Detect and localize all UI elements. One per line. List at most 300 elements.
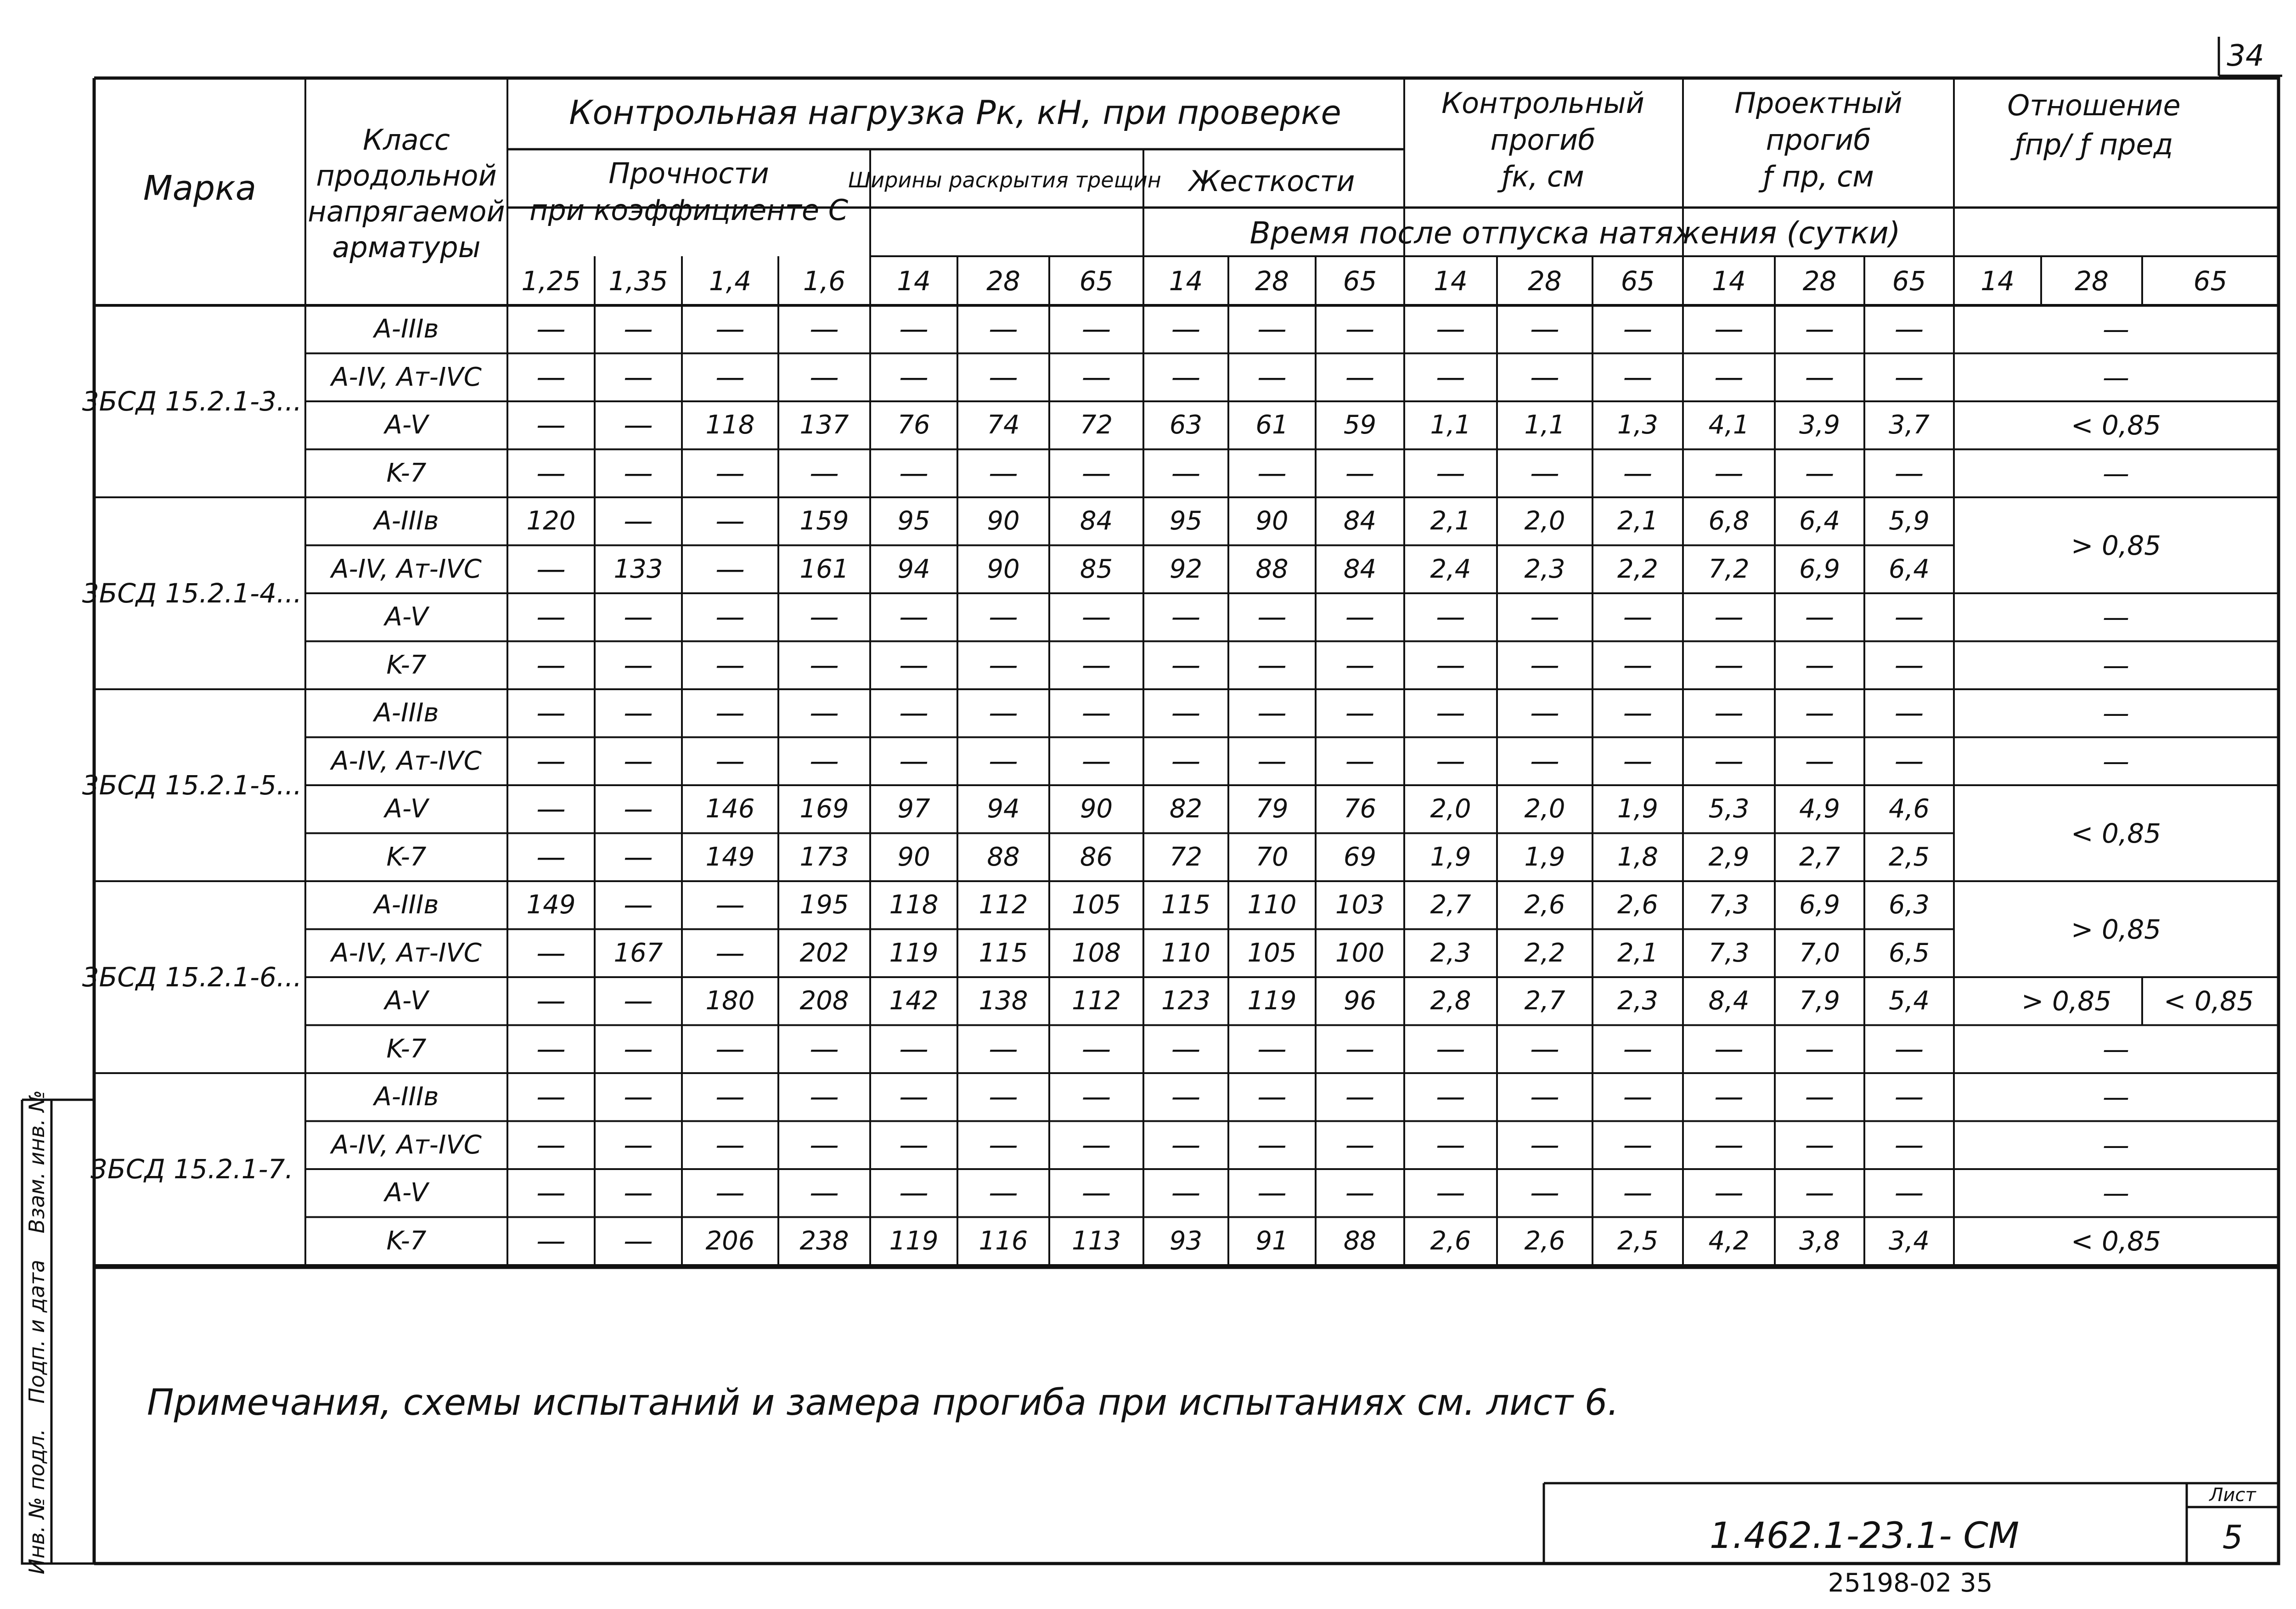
table-cell: 7,0 [1799, 938, 1840, 968]
table-cell: 3,9 [1799, 410, 1840, 440]
table-cell: 86 [1080, 842, 1113, 872]
table-cell: 6,4 [1888, 554, 1930, 584]
table-cell: — [1714, 600, 1744, 635]
table-cell: 2,2 [1617, 554, 1659, 584]
table-cell: — [715, 1080, 745, 1114]
table-cell: 90 [987, 506, 1020, 536]
table-cell: — [1436, 360, 1465, 394]
table-cell: 2,3 [1430, 938, 1471, 968]
table-cell: — [989, 456, 1018, 490]
table-cell: — [536, 936, 566, 970]
class-cell: A-V [384, 794, 428, 824]
document-code: 1.462.1-23.1- СМ [1709, 1515, 2020, 1557]
table-cell: — [1345, 456, 1375, 490]
header-class-line: напрягаемой [308, 195, 505, 228]
class-cell: A-IV, Aт-IVC [331, 1130, 482, 1160]
table-cell: 112 [979, 890, 1028, 920]
header-control-deflection: ƒк, см [1502, 160, 1584, 193]
table-cell: 167 [613, 938, 663, 968]
header-subcol: 1,6 [803, 265, 846, 297]
table-cell: — [810, 360, 839, 394]
table-cell: — [1436, 648, 1465, 682]
table-cell: 63 [1169, 410, 1203, 440]
table-cell: — [1623, 648, 1653, 682]
table-cell: 95 [897, 506, 930, 536]
table-cell: 180 [705, 986, 755, 1016]
table-cell: — [1345, 600, 1375, 635]
table-cell: — [536, 1032, 566, 1066]
table-cell: 61 [1255, 410, 1289, 440]
table-cell: — [624, 312, 653, 347]
table-cell: — [989, 1032, 1018, 1066]
table-cell: — [1345, 312, 1375, 347]
table-cell: — [1257, 1176, 1287, 1210]
side-label-signature: Подп. и дата [24, 1260, 49, 1404]
table-cell: — [624, 888, 653, 923]
table-cell: 7,2 [1708, 554, 1750, 584]
table-cell: — [899, 744, 929, 778]
table-cell: — [624, 1224, 653, 1258]
table-cell: — [1894, 1080, 1924, 1114]
table-cell: — [624, 1032, 653, 1066]
table-cell: 91 [1255, 1226, 1289, 1256]
table-cell: — [1623, 696, 1653, 731]
table-cell: 113 [1072, 1226, 1121, 1256]
class-cell: A-IIIв [374, 698, 439, 728]
table-cell: — [1530, 1176, 1559, 1210]
header-control-load: Контрольная нагрузка Рк, кН, при проверке [569, 93, 1341, 132]
table-cell: 59 [1343, 410, 1377, 440]
table-cell: — [715, 600, 745, 635]
table-cell: — [624, 696, 653, 731]
table-cell: — [810, 648, 839, 682]
ratio-cell: — [2103, 361, 2129, 393]
table-cell: — [1345, 1128, 1375, 1162]
table-cell: 112 [1072, 986, 1121, 1016]
table-cell: — [1345, 696, 1375, 731]
table-cell: — [536, 600, 566, 635]
header-control-deflection: прогиб [1490, 123, 1596, 157]
class-cell: A-IIIв [374, 1082, 439, 1112]
table-cell: — [1714, 360, 1744, 394]
ratio-cell: — [2103, 314, 2129, 345]
table-cell: — [1805, 456, 1835, 490]
table-cell: 119 [1247, 986, 1297, 1016]
table-cell: — [1345, 1080, 1375, 1114]
table-cell: 195 [799, 890, 849, 920]
header-class-line: арматуры [332, 231, 481, 264]
table-cell: 116 [979, 1226, 1028, 1256]
sheet-label: Лист [2209, 1485, 2256, 1506]
class-cell: K-7 [386, 842, 427, 872]
table-cell: 2,9 [1708, 842, 1750, 872]
header-subcol: 28 [2075, 265, 2109, 297]
table-cell: — [899, 360, 929, 394]
table-cell: 88 [1343, 1226, 1377, 1256]
table-cell: — [1171, 360, 1201, 394]
header-class-line: продольной [316, 159, 497, 192]
table-cell: 6,5 [1888, 938, 1930, 968]
header-stiffness: Жесткости [1189, 164, 1355, 198]
table-cell: 5,4 [1888, 986, 1930, 1016]
table-cell: — [989, 1128, 1018, 1162]
table-cell: 2,6 [1524, 1226, 1565, 1256]
table-cell: 1,9 [1430, 842, 1471, 872]
table-cell: 120 [526, 506, 576, 536]
table-cell: — [1894, 744, 1924, 778]
table-cell: — [989, 312, 1018, 347]
table-cell: — [989, 1080, 1018, 1114]
table-cell: 149 [705, 842, 755, 872]
table-cell: — [1436, 1080, 1465, 1114]
table-cell: 202 [799, 938, 849, 968]
table-cell: 149 [526, 890, 576, 920]
table-cell: — [1530, 696, 1559, 731]
table-cell: — [715, 1032, 745, 1066]
table-cell: 76 [897, 410, 930, 440]
table-cell: — [1623, 456, 1653, 490]
table-cell: 2,8 [1430, 986, 1471, 1016]
table-cell: — [1805, 648, 1835, 682]
table-cell: 74 [987, 410, 1020, 440]
class-cell: A-IV, Aт-IVC [331, 938, 482, 968]
table-cell: — [1714, 312, 1744, 347]
table-cell: — [1805, 744, 1835, 778]
table-cell: — [1436, 744, 1465, 778]
table-cell: 103 [1335, 890, 1384, 920]
table-cell: 110 [1161, 938, 1210, 968]
ratio-cell: — [2103, 649, 2129, 681]
header-subcol: 28 [1255, 265, 1289, 297]
table-cell: — [1345, 1176, 1375, 1210]
table-cell: 123 [1161, 986, 1210, 1016]
table-cell: — [1623, 1032, 1653, 1066]
table-cell: — [810, 600, 839, 635]
header-design-deflection: прогиб [1766, 123, 1871, 157]
table-cell: — [1081, 600, 1111, 635]
table-cell: 90 [987, 554, 1020, 584]
marka-label: 3БСД 15.2.1-3... [82, 386, 302, 417]
table-cell: — [1805, 1128, 1835, 1162]
ratio-cell: — [2103, 1177, 2129, 1209]
table-cell: 70 [1255, 842, 1289, 872]
header-marka: Марка [143, 169, 257, 208]
table-cell: 6,3 [1888, 890, 1930, 920]
table-cell: — [624, 504, 653, 539]
table-cell: 100 [1335, 938, 1384, 968]
header-subcol: 65 [1343, 265, 1377, 297]
table-cell: 88 [1255, 554, 1289, 584]
table-cell: — [810, 744, 839, 778]
header-subcol: 14 [897, 265, 931, 297]
table-cell: 146 [705, 794, 755, 824]
table-cell: 72 [1080, 410, 1113, 440]
table-cell: — [1530, 1128, 1559, 1162]
table-cell: 79 [1255, 794, 1289, 824]
table-cell: 118 [705, 410, 755, 440]
table-cell: — [810, 456, 839, 490]
ratio-cell: — [2103, 1129, 2129, 1161]
header-subcol: 1,35 [608, 265, 668, 297]
table-cell: — [1623, 1128, 1653, 1162]
class-cell: A-V [384, 1178, 428, 1208]
table-cell: 94 [897, 554, 930, 584]
table-cell: — [1805, 696, 1835, 731]
table-cell: 4,9 [1799, 794, 1840, 824]
class-cell: A-V [384, 986, 428, 1016]
table-cell: — [624, 1128, 653, 1162]
table-cell: — [1436, 1032, 1465, 1066]
table-cell: 4,2 [1708, 1226, 1750, 1256]
table-cell: 2,0 [1524, 506, 1565, 536]
header-class-line: Класс [363, 123, 450, 157]
table-cell: — [1345, 744, 1375, 778]
table-cell: — [1894, 1032, 1924, 1066]
header-subcol: 28 [986, 265, 1020, 297]
table-cell: 92 [1169, 554, 1203, 584]
table-cell: — [624, 984, 653, 1018]
table-cell: — [1081, 744, 1111, 778]
table-cell: 2,6 [1524, 890, 1565, 920]
ratio-cell: — [2103, 1033, 2129, 1065]
table-cell: 6,9 [1799, 554, 1840, 584]
table-cell: — [1171, 600, 1201, 635]
table-cell: — [624, 456, 653, 490]
table-cell: — [536, 1224, 566, 1258]
class-cell: A-V [384, 410, 428, 440]
table-cell: — [1714, 696, 1744, 731]
table-cell: — [624, 1080, 653, 1114]
table-cell: — [1257, 312, 1287, 347]
table-cell: — [1171, 1176, 1201, 1210]
table-cell: — [1257, 648, 1287, 682]
table-cell: 3,7 [1888, 410, 1930, 440]
table-cell: 7,3 [1708, 890, 1750, 920]
table-cell: — [1894, 648, 1924, 682]
class-cell: K-7 [386, 458, 427, 488]
table-cell: — [1714, 1032, 1744, 1066]
table-cell: — [810, 1032, 839, 1066]
table-cell: 108 [1072, 938, 1121, 968]
table-cell: — [536, 312, 566, 347]
table-cell: — [1805, 1176, 1835, 1210]
table-cell: — [989, 600, 1018, 635]
table-cell: — [1530, 456, 1559, 490]
table-cell: 84 [1343, 554, 1377, 584]
header-strength-coef: при коэффициенте С [529, 193, 849, 227]
table-cell: 2,1 [1430, 506, 1471, 536]
table-cell: 238 [799, 1226, 849, 1256]
table-cell: — [1530, 360, 1559, 394]
table-cell: — [1894, 1176, 1924, 1210]
table-cell: 2,3 [1524, 554, 1565, 584]
ratio-cell: — [2103, 1081, 2129, 1113]
table-cell: 4,1 [1708, 410, 1750, 440]
table-cell: — [1894, 456, 1924, 490]
side-label-inventory: Инв. № подл. [24, 1429, 49, 1575]
table-cell: — [624, 1176, 653, 1210]
table-cell: 4,6 [1888, 794, 1930, 824]
ratio-cell: — [2103, 602, 2129, 633]
table-cell: — [1714, 1080, 1744, 1114]
table-cell: — [715, 504, 745, 539]
table-cell: 94 [987, 794, 1020, 824]
table-cell: 1,9 [1617, 794, 1659, 824]
class-cell: K-7 [386, 1034, 427, 1064]
class-cell: A-IIIв [374, 890, 439, 920]
table-cell: — [1171, 648, 1201, 682]
table-cell: — [1894, 696, 1924, 731]
header-subcol: 28 [1802, 265, 1837, 297]
table-cell: — [1257, 744, 1287, 778]
table-cell: 90 [1080, 794, 1113, 824]
header-subcol: 1,25 [521, 265, 581, 297]
ratio-merged-cell: > 0,85 [2071, 913, 2161, 945]
table-cell: 142 [889, 986, 939, 1016]
table-cell: — [1894, 1128, 1924, 1162]
table-cell: — [989, 1176, 1018, 1210]
table-cell: 105 [1072, 890, 1121, 920]
table-cell: 169 [799, 794, 849, 824]
table-cell: — [1623, 312, 1653, 347]
table-cell: 133 [613, 554, 663, 584]
table-cell: — [1623, 1080, 1653, 1114]
table-cell: — [1081, 360, 1111, 394]
table-cell: — [536, 1128, 566, 1162]
header-subcol: 1,4 [709, 265, 752, 297]
table-cell: — [1257, 696, 1287, 731]
table-cell: — [1623, 360, 1653, 394]
table-cell: — [536, 984, 566, 1018]
table-cell: 2,0 [1524, 794, 1565, 824]
header-design-deflection: ƒ пр, см [1763, 160, 1874, 193]
table-cell: — [989, 360, 1018, 394]
table-cell: 138 [979, 986, 1028, 1016]
table-cell: — [1257, 1032, 1287, 1066]
table-cell: — [899, 312, 929, 347]
table-cell: 6,9 [1799, 890, 1840, 920]
table-cell: 3,8 [1799, 1226, 1840, 1256]
header-crack-width: Ширины раскрытия трещин [848, 168, 1161, 192]
table-cell: 2,7 [1799, 842, 1840, 872]
table-cell: — [715, 552, 745, 586]
table-cell: — [1436, 312, 1465, 347]
table-cell: — [715, 1176, 745, 1210]
table-cell: — [1436, 456, 1465, 490]
table-cell: — [1530, 1032, 1559, 1066]
table-cell: — [1257, 1128, 1287, 1162]
table-cell: — [899, 696, 929, 731]
ratio-cell: < 0,85 [2071, 410, 2161, 441]
table-cell: 82 [1169, 794, 1203, 824]
table-cell: — [715, 696, 745, 731]
table-cell: — [715, 744, 745, 778]
table-cell: — [1623, 744, 1653, 778]
table-cell: — [1805, 1032, 1835, 1066]
table-cell: — [715, 312, 745, 347]
header-subcol: 14 [1712, 265, 1746, 297]
table-cell: 8,4 [1708, 986, 1750, 1016]
table-cell: — [536, 456, 566, 490]
table-cell: — [1714, 456, 1744, 490]
table-cell: 2,4 [1430, 554, 1471, 584]
table-cell: — [624, 792, 653, 827]
class-cell: A-IV, Aт-IVC [331, 362, 482, 392]
table-cell: — [1171, 744, 1201, 778]
header-design-deflection: Проектный [1734, 86, 1902, 120]
class-cell: A-IV, Aт-IVC [331, 746, 482, 776]
table-cell: 88 [987, 842, 1020, 872]
table-cell: — [536, 648, 566, 682]
table-cell: 1,8 [1617, 842, 1659, 872]
table-cell: — [536, 696, 566, 731]
table-cell: — [989, 696, 1018, 731]
table-cell: — [624, 648, 653, 682]
table-cell: 96 [1343, 986, 1377, 1016]
table-cell: — [1257, 1080, 1287, 1114]
table-cell: — [624, 408, 653, 443]
table-cell: — [624, 744, 653, 778]
table-cell: 2,0 [1430, 794, 1471, 824]
ratio-cell: — [2103, 698, 2129, 729]
table-cell: — [1171, 312, 1201, 347]
table-cell: — [624, 840, 653, 874]
table-cell: — [1805, 600, 1835, 635]
table-cell: 2,1 [1617, 938, 1659, 968]
table-cell: — [1436, 1128, 1465, 1162]
table-cell: 1,9 [1524, 842, 1565, 872]
table-cell: — [1081, 1032, 1111, 1066]
ratio-cell: < 0,85 [2163, 985, 2254, 1017]
table-cell: 110 [1247, 890, 1297, 920]
header-subcol: 65 [1892, 265, 1926, 297]
table-cell: 6,4 [1799, 506, 1840, 536]
table-cell: — [715, 936, 745, 970]
table-cell: — [1171, 696, 1201, 731]
header-strength: Прочности [608, 157, 769, 190]
header-subcol: 28 [1528, 265, 1562, 297]
ratio-merged-cell: > 0,85 [2071, 529, 2161, 561]
table-cell: — [1345, 1032, 1375, 1066]
table-cell: — [1530, 600, 1559, 635]
marka-label: 3БСД 15.2.1-6... [82, 962, 302, 993]
table-cell: 115 [979, 938, 1028, 968]
table-cell: — [1530, 648, 1559, 682]
table-cell: 90 [897, 842, 930, 872]
table-cell: 118 [889, 890, 939, 920]
table-cell: 206 [705, 1226, 755, 1256]
table-cell: — [715, 648, 745, 682]
table-cell: — [1436, 1176, 1465, 1210]
table-cell: — [1805, 312, 1835, 347]
class-cell: K-7 [386, 1226, 427, 1256]
table-cell: — [1345, 360, 1375, 394]
ratio-cell: — [2103, 745, 2129, 777]
table-cell: — [899, 1176, 929, 1210]
table-cell: — [1805, 360, 1835, 394]
table-cell: 84 [1080, 506, 1113, 536]
table-cell: — [1436, 600, 1465, 635]
table-cell: — [1171, 1080, 1201, 1114]
ratio-cell: — [2103, 457, 2129, 489]
table-cell: — [1081, 648, 1111, 682]
table-cell: — [899, 600, 929, 635]
table-cell: 5,9 [1888, 506, 1930, 536]
header-subcol: 14 [1169, 265, 1203, 297]
table-cell: — [1623, 600, 1653, 635]
header-subcol: 65 [2193, 265, 2228, 297]
class-cell: A-IIIв [374, 314, 439, 344]
